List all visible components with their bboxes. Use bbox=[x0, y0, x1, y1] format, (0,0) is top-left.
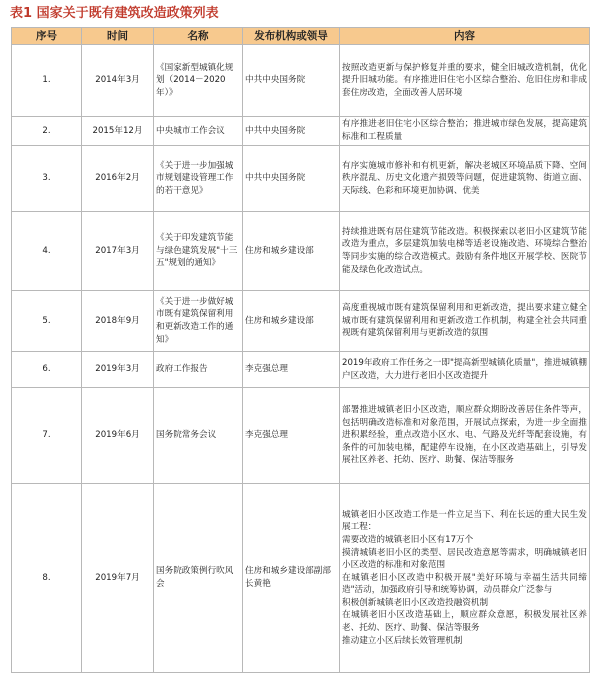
row-content bbox=[340, 146, 590, 212]
row-content bbox=[340, 291, 590, 352]
row-issuer: 中共中央国务院 bbox=[243, 146, 340, 212]
row-issuer: 住房和城乡建设部 bbox=[243, 291, 340, 352]
row-name: 《关于进一步做好城市既有建筑保留利用和更新改造工作的通知》 bbox=[154, 291, 243, 352]
row-name: 《关于进一步加强城市规划建设管理工作的若干意见》 bbox=[154, 146, 243, 212]
row-date: 2019年6月 bbox=[82, 388, 154, 484]
table-row bbox=[12, 352, 590, 388]
row-index: 8. bbox=[12, 484, 82, 673]
row-date: 2016年2月 bbox=[82, 146, 154, 212]
row-name: 政府工作报告 bbox=[154, 352, 243, 388]
row-date: 2015年12月 bbox=[82, 117, 154, 146]
row-date: 2014年3月 bbox=[82, 45, 154, 117]
header-name: 名称 bbox=[154, 28, 243, 45]
header-issuer: 发布机构或领导 bbox=[243, 28, 340, 45]
table-row bbox=[12, 117, 590, 146]
content-line: 在城镇老旧小区改造基础上，顺应群众意愿，积极发展社区养老、托幼、医疗、助餐、保洁等服务 bbox=[342, 610, 587, 634]
table-row bbox=[12, 484, 590, 673]
row-name: 国务院常务会议 bbox=[154, 388, 243, 484]
row-issuer: 住房和城乡建设部副部长黄艳 bbox=[243, 484, 340, 673]
row-content bbox=[340, 117, 590, 146]
row-content bbox=[340, 352, 590, 388]
row-issuer: 李克强总理 bbox=[243, 388, 340, 484]
header-index: 序号 bbox=[12, 28, 82, 45]
row-date: 2017年3月 bbox=[82, 212, 154, 291]
content-line: 城镇老旧小区改造工作是一件立足当下、利在长远的重大民生发展工程： bbox=[342, 509, 587, 533]
table-header-row bbox=[12, 28, 590, 45]
row-content bbox=[340, 212, 590, 291]
content-line: 按照改造更新与保护修复并重的要求，健全旧城改造机制，优化提升旧城功能。有序推进旧住宅小区综合整治、危旧住房和非成套住房改造，全面改善人居环境 bbox=[342, 62, 587, 98]
table-row bbox=[12, 291, 590, 352]
content-line: 需要改造的城镇老旧小区有17万个 bbox=[342, 534, 474, 545]
row-issuer: 住房和城乡建设部 bbox=[243, 212, 340, 291]
content-line: 积极创新城镇老旧小区改造投融资机制 bbox=[342, 597, 489, 608]
row-issuer: 中共中央国务院 bbox=[243, 45, 340, 117]
content-line: 有序实施城市修补和有机更新，解决老城区环境品质下降、空间秩序混乱、历史文化遗产损毁等问题，促进建筑物、街道立面、天际线、色彩和环境更加协调、优美 bbox=[342, 160, 587, 196]
row-name: 中央城市工作会议 bbox=[154, 117, 243, 146]
row-issuer: 中共中央国务院 bbox=[243, 117, 340, 146]
row-index: 1. bbox=[12, 45, 82, 117]
content-line: 摸清城镇老旧小区的类型、居民改造意愿等需求，明确城镇老旧小区改造的标准和对象范围 bbox=[342, 547, 587, 571]
row-index: 6. bbox=[12, 352, 82, 388]
content-line: 2019年政府工作任务之一即"提高新型城镇化质量"，推进城镇棚户区改造，大力进行老旧小区改造提升 bbox=[342, 357, 587, 381]
row-issuer: 李克强总理 bbox=[243, 352, 340, 388]
row-index: 4. bbox=[12, 212, 82, 291]
content-line: 有序推进老旧住宅小区综合整治；推进城市绿色发展，提高建筑标准和工程质量 bbox=[342, 119, 587, 142]
row-index: 2. bbox=[12, 117, 82, 146]
header-content: 内容 bbox=[340, 28, 590, 45]
table-body bbox=[12, 45, 590, 673]
row-name: 《关于印发建筑节能与绿色建筑发展"十三五"规划的通知》 bbox=[154, 212, 243, 291]
row-date: 2019年7月 bbox=[82, 484, 154, 673]
table-row bbox=[12, 212, 590, 291]
row-index: 7. bbox=[12, 388, 82, 484]
row-date: 2019年3月 bbox=[82, 352, 154, 388]
row-content bbox=[340, 45, 590, 117]
content-line: 在城镇老旧小区改造中积极开展"美好环境与幸福生活共同缔造"活动，加强政府引导和统筹协调，动员群众广泛参与 bbox=[342, 572, 587, 596]
content-line: 高度重视城市既有建筑保留利用和更新改造，提出要求建立健全城市既有建筑保留利用和更新改造工作机制，构建全社会共同重视既有建筑保留利用与更新改造的氛围 bbox=[342, 303, 587, 339]
row-index: 3. bbox=[12, 146, 82, 212]
table-row bbox=[12, 146, 590, 212]
row-index: 5. bbox=[12, 291, 82, 352]
table-row bbox=[12, 388, 590, 484]
row-content bbox=[340, 484, 590, 673]
content-line: 持续推进既有居住建筑节能改造。积极探索以老旧小区建筑节能改造为重点，多层建筑加装电梯等适老设施改造、环境综合整治等同步实施的综合改造模式。鼓励有条件地区开展学校、医院节能及绿色化改造试点。 bbox=[342, 226, 587, 275]
row-content bbox=[340, 388, 590, 484]
table-row bbox=[12, 45, 590, 117]
table-title: 表1 国家关于既有建筑改造政策列表 bbox=[10, 6, 219, 21]
row-date: 2018年9月 bbox=[82, 291, 154, 352]
content-line: 部署推进城镇老旧小区改造，顺应群众期盼改善居住条件等声，包括明确改造标准和对象范围，开展试点探索，为进一步全面推进积累经验，重点改造小区水、电、气路及光纤等配套设施，有条件的可加装电梯，配建停车设施，在小区改造基础上，引导发展社区养老、托幼、医疗、助餐、保洁等服务 bbox=[342, 405, 587, 466]
row-name: 《国家新型城镇化规划（2014－2020年）》 bbox=[154, 45, 243, 117]
content-line: 推动建立小区后续长效管理机制 bbox=[342, 635, 463, 646]
header-date: 时间 bbox=[82, 28, 154, 45]
row-name: 国务院政策例行吹风会 bbox=[154, 484, 243, 673]
policy-table bbox=[11, 27, 590, 673]
